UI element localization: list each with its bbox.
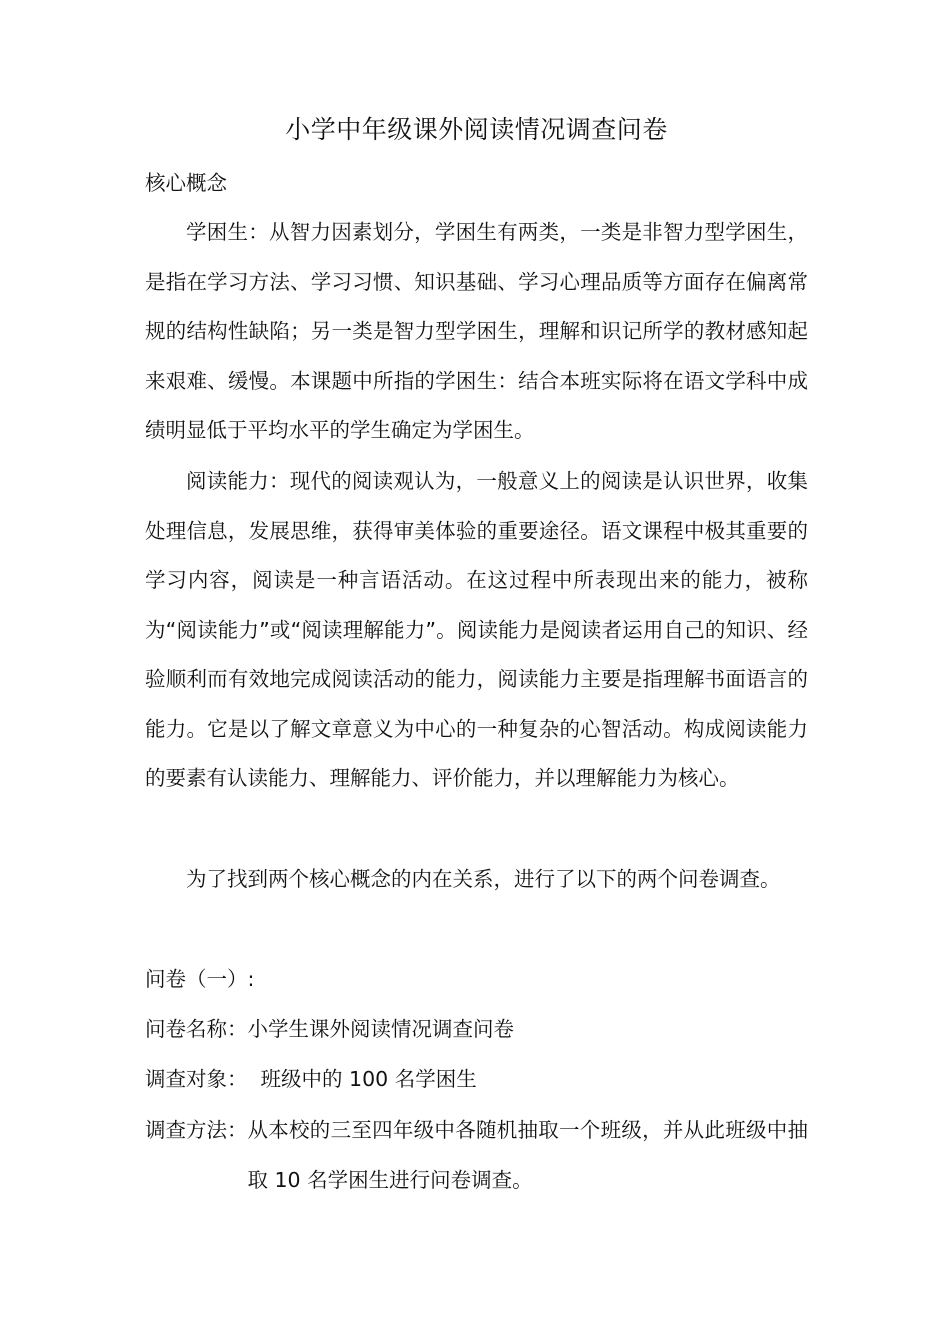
section-heading: 核心概念 <box>145 171 227 195</box>
document-title: 小学中年级课外阅读情况调查问卷 <box>285 115 668 144</box>
paragraph-struggling-students: 学困生：从智力因素划分，学困生有两类，一类是非智力型学困生，是指在学习方法、学习习惯、知识基础、学习心理品质等方面存在偏离常规的结构性缺陷；另一类是智力型学困生，理解和识记所学的教材感知起来艰难、缓慢。本课题中所指的学困生：结合本班实际将在语文学科中成绩明显低于平均水平的学生确定为学困生。 <box>145 220 808 442</box>
paragraph-survey-intro: 为了找到两个核心概念的内在关系，进行了以下的两个问卷调查。 <box>186 867 781 891</box>
survey-method <box>145 1106 808 1205</box>
questionnaire-heading: 问卷（一）: <box>145 967 255 991</box>
questionnaire-name: 问卷名称：小学生课外阅读情况调查问卷 <box>145 1017 514 1041</box>
survey-method-value: 从本校的三至四年级中各随机抽取一个班级，并从此班级中抽取 10 名学困生进行问卷调查。 <box>247 1118 808 1192</box>
paragraph-reading-ability: 阅读能力：现代的阅读观认为，一般意义上的阅读是认识世界，收集处理信息，发展思维，获得审美体验的重要途径。语文课程中极其重要的学习内容，阅读是一种言语活动。在这过程中所表现出来的能力，被称为“阅读能力”或“阅读理解能力”。阅读能力是阅读者运用自己的知识、经验顺利而有效地完成阅读活动的能力，阅读能力主要是指理解书面语言的能力。它是以了解文章意义为中心的一种复杂的心智活动。构成阅读能力的要素有认读能力、理解能力、评价能力，并以理解能力为核心。 <box>145 469 808 790</box>
survey-method-label: 调查方法： <box>145 1118 248 1142</box>
survey-target: 调查对象： 班级中的 100 名学困生 <box>145 1067 477 1091</box>
